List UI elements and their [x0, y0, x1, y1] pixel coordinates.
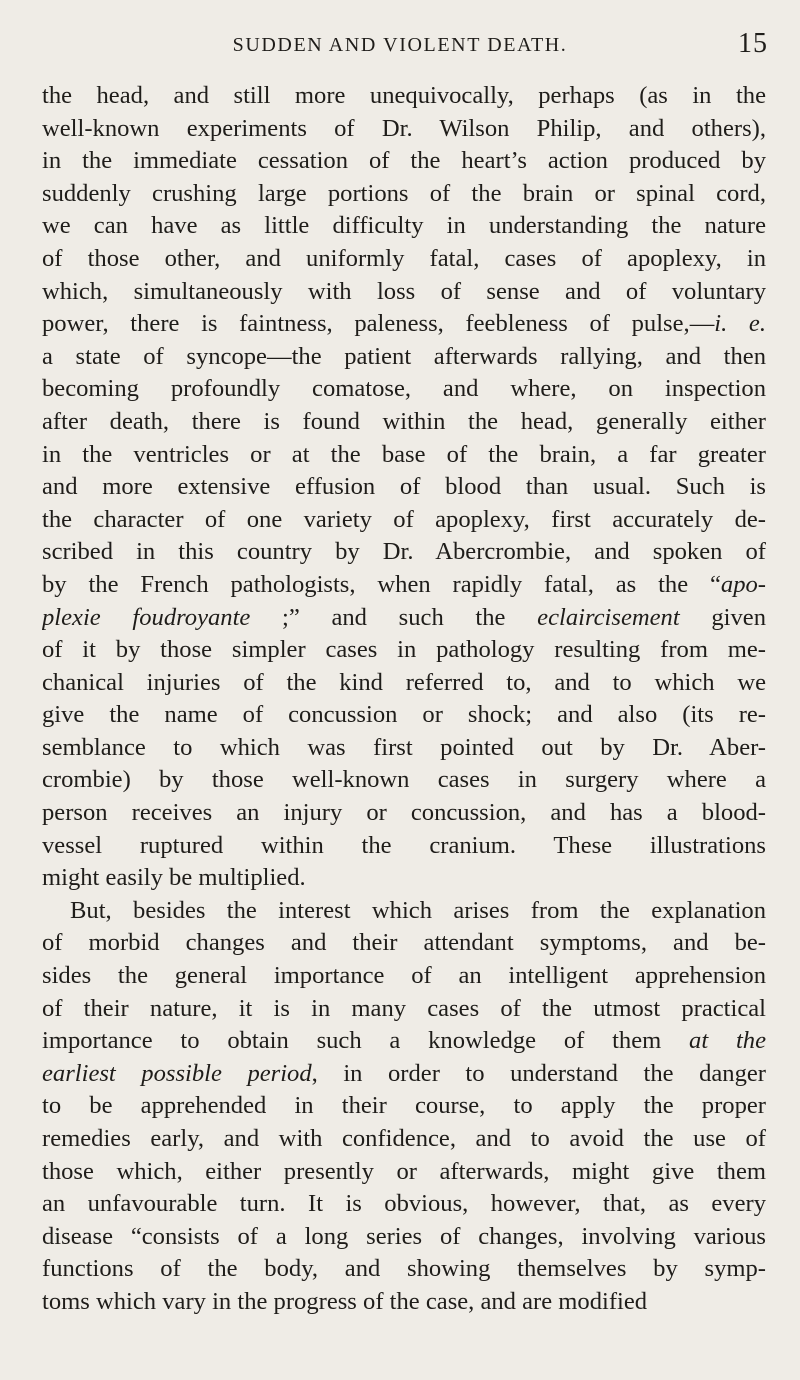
text-line	[42, 1286, 766, 1319]
body-text	[42, 80, 766, 1319]
text-line	[42, 927, 766, 960]
line-text: suddenly crushing large portions of the brain or spinal cord,	[42, 179, 766, 207]
line-text: chanical injuries of the kind referred to, and to which we	[42, 668, 766, 696]
text-line	[42, 862, 766, 895]
text-line	[42, 634, 766, 667]
text-line	[42, 602, 766, 635]
line-text: of their nature, it is in many cases of the utmost practical	[42, 994, 766, 1022]
line-text: becoming profoundly comatose, and where, on inspection	[42, 375, 766, 403]
line-text: after death, there is found within the head, generally either	[42, 407, 766, 435]
line-text: and more extensive effusion of blood than usual. Such is	[42, 473, 766, 501]
line-text: But, besides the interest which arises from the explanation	[70, 896, 766, 924]
line-text: sides the general importance of an intelligent apprehension	[42, 962, 766, 990]
text-line	[42, 1058, 766, 1091]
page-number: 15	[738, 28, 768, 59]
italic-text: earliest possible period	[42, 1059, 312, 1087]
line-text: well-known experiments of Dr. Wilson Philip, and others),	[42, 114, 766, 142]
line-text: toms which vary in the progress of the case, and are modified	[42, 1287, 648, 1315]
text-line	[42, 1221, 766, 1254]
running-head	[0, 30, 800, 70]
line-text: a state of syncope—the patient afterwards rallying, and then	[42, 342, 766, 370]
line-text: semblance to which was first pointed out by Dr. Aber-	[42, 733, 766, 761]
line-text: to be apprehended in their course, to apply the proper	[42, 1092, 766, 1120]
line-text: might easily be multiplied.	[42, 864, 306, 892]
line-text: remedies early, and with confidence, and to avoid the use of	[42, 1125, 766, 1152]
line-text: we can have as little difficulty in understanding the nature	[42, 212, 766, 240]
text-line	[42, 1123, 766, 1156]
italic-text: eclaircisement	[537, 603, 680, 631]
line-text: crombie) by those well-known cases in surgery where a	[42, 766, 766, 794]
text-line	[42, 471, 766, 504]
text-line	[42, 830, 766, 863]
text-line	[42, 504, 766, 537]
text-line	[42, 764, 766, 797]
text-line	[42, 1156, 766, 1189]
line-text: person receives an injury or concussion, and has a blood-	[42, 799, 766, 827]
text-line	[42, 993, 766, 1026]
line-text: give the name of concussion or shock; and also (its re-	[42, 701, 766, 729]
italic-text: plexie foudroyante	[42, 603, 251, 631]
text-line	[42, 308, 766, 341]
line-text: importance to obtain such a knowledge of them	[42, 1027, 690, 1055]
line-text: of those other, and uniformly fatal, cases of apoplexy, in	[42, 244, 766, 272]
line-text: , in order to understand the danger	[311, 1059, 766, 1087]
italic-text: apo-	[720, 570, 766, 598]
line-text: of it by those simpler cases in pathology resulting from me-	[42, 636, 766, 664]
text-line	[42, 210, 766, 243]
text-line	[42, 341, 766, 374]
text-line	[42, 113, 766, 146]
line-text: disease “consists of a long series of changes, involving various	[42, 1222, 766, 1250]
text-line	[42, 960, 766, 993]
line-text: of morbid changes and their attendant symptoms, and be-	[42, 929, 766, 957]
text-line	[42, 1025, 766, 1058]
text-line	[42, 1090, 766, 1123]
running-title: SUDDEN AND VIOLENT DEATH.	[232, 34, 568, 56]
italic-text: i. e.	[714, 310, 766, 338]
text-line	[42, 276, 766, 309]
line-text: those which, either presently or afterwards, might give them	[42, 1157, 766, 1185]
text-line	[42, 80, 766, 113]
line-text: given	[679, 603, 766, 631]
line-text: scribed in this country by Dr. Abercrombie, and spoken of	[42, 538, 766, 566]
line-text: the character of one variety of apoplexy, first accurately de-	[42, 505, 766, 533]
text-line	[42, 536, 766, 569]
text-line	[42, 243, 766, 276]
line-text: an unfavourable turn. It is obvious, however, that, as every	[42, 1190, 766, 1218]
line-text: in the immediate cessation of the heart’s action produced by	[42, 147, 766, 175]
text-line	[42, 1188, 766, 1221]
line-text: power, there is faintness, paleness, feebleness of pulse,—	[42, 310, 715, 338]
text-line	[42, 178, 766, 211]
text-line	[42, 699, 766, 732]
text-line	[42, 145, 766, 178]
line-text: in the ventricles or at the base of the brain, a far greater	[42, 440, 766, 468]
line-text: ;” and such the	[250, 603, 538, 631]
text-line	[42, 373, 766, 406]
italic-text: at the	[689, 1027, 766, 1055]
text-line	[42, 569, 766, 602]
line-text: functions of the body, and showing themselves by symp-	[42, 1255, 766, 1283]
text-line	[42, 895, 766, 928]
line-text: which, simultaneously with loss of sense and of voluntary	[42, 277, 766, 305]
text-line	[42, 406, 766, 439]
line-text: vessel ruptured within the cranium. These illustrations	[42, 831, 766, 859]
text-line	[42, 732, 766, 765]
line-text: the head, and still more unequivocally, perhaps (as in the	[42, 82, 766, 109]
line-text: by the French pathologists, when rapidly fatal, as the “	[42, 570, 721, 598]
text-line	[42, 439, 766, 472]
text-line	[42, 797, 766, 830]
text-line	[42, 667, 766, 700]
text-line	[42, 1253, 766, 1286]
